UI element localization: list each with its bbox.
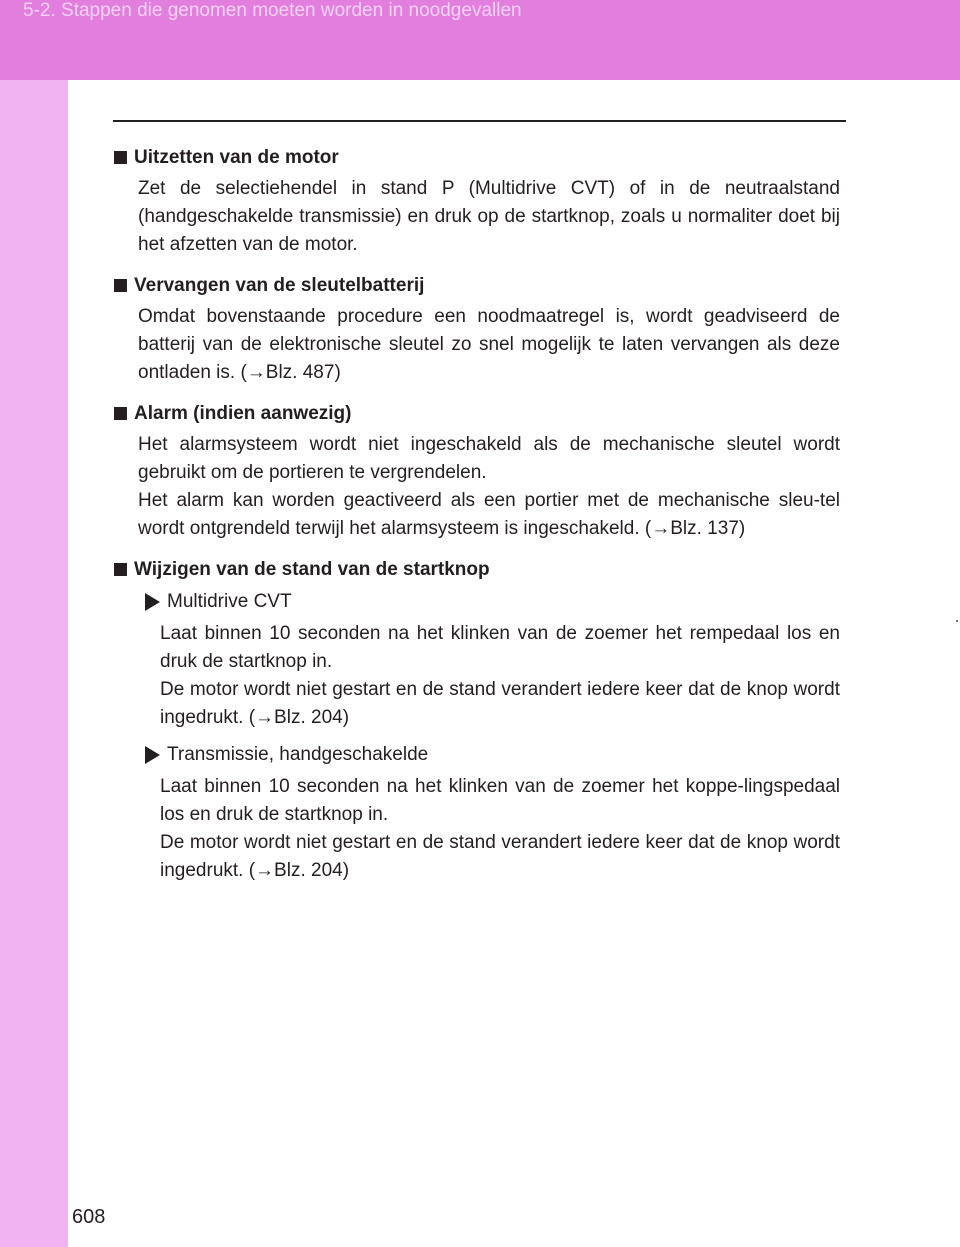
paragraph: Omdat bovenstaande procedure een noodmaatregel is, wordt geadviseerd de batterij van de elektronische sleutel zo snel mogelijk te laten vervangen als deze ontladen is. (→Blz. 487) (138, 306, 840, 383)
section-start-button-mode (112, 554, 840, 885)
section-heading (112, 142, 840, 173)
edge-mark (956, 620, 958, 622)
sub-item-body (160, 773, 840, 885)
section-engine-off (112, 142, 840, 259)
paragraph: Het alarm kan worden geactiveerd als een portier met de mechanische sleu-tel wordt ontgrendeld terwijl het alarmsysteem is ingeschakeld. (→Blz. 137) (138, 490, 840, 539)
section-heading-text: Vervangen van de sleutelbatterij (134, 275, 425, 296)
section-heading-text: Alarm (indien aanwezig) (134, 403, 352, 424)
section-heading-text: Wijzigen van de stand van de startknop (134, 559, 490, 580)
paragraph: Laat binnen 10 seconden na het klinken van de zoemer het rempedaal los en druk de startknop in. (160, 623, 840, 672)
triangle-bullet-icon (145, 593, 160, 611)
section-body (138, 303, 840, 387)
page-number: 608 (72, 1206, 106, 1228)
paragraph: Zet de selectiehendel in stand P (Multidrive CVT) of in de neutraalstand (handgeschakelde transmissie) en druk op de startknop, zoals u normaliter doet bij het afzetten van de motor. (138, 178, 840, 255)
sub-item-label: Transmissie, handgeschakelde (167, 744, 429, 765)
paragraph: Het alarmsysteem wordt niet ingeschakeld als de mechanische sleutel wordt gebruikt om de portieren te vergrendelen. (138, 434, 840, 483)
section-alarm (112, 398, 840, 543)
section-heading (112, 398, 840, 429)
top-rule (113, 120, 846, 122)
paragraph: Laat binnen 10 seconden na het klinken van de zoemer het koppe-lingspedaal los en druk de startknop in. (160, 776, 840, 825)
section-body (138, 175, 840, 259)
paragraph: De motor wordt niet gestart en de stand verandert iedere keer dat de knop wordt ingedrukt. (→Blz. 204) (160, 679, 840, 728)
section-heading-text: Uitzetten van de motor (134, 147, 339, 168)
section-key-battery (112, 270, 840, 387)
sub-item-body (160, 620, 840, 732)
section-heading (112, 554, 840, 585)
sub-item-heading (138, 740, 840, 770)
square-bullet-icon (114, 407, 127, 420)
side-margin-band (0, 80, 68, 1247)
paragraph: De motor wordt niet gestart en de stand verandert iedere keer dat de knop wordt ingedrukt. (→Blz. 204) (160, 832, 840, 881)
page-content (112, 142, 840, 885)
section-heading (112, 270, 840, 301)
sub-item-label: Multidrive CVT (167, 591, 292, 612)
section-body (138, 431, 840, 543)
triangle-bullet-icon (145, 746, 160, 764)
sub-item-heading (138, 587, 840, 617)
square-bullet-icon (114, 151, 127, 164)
square-bullet-icon (114, 279, 127, 292)
running-header: 5-2. Stappen die genomen moeten worden in noodgevallen (23, 0, 522, 21)
square-bullet-icon (114, 563, 127, 576)
